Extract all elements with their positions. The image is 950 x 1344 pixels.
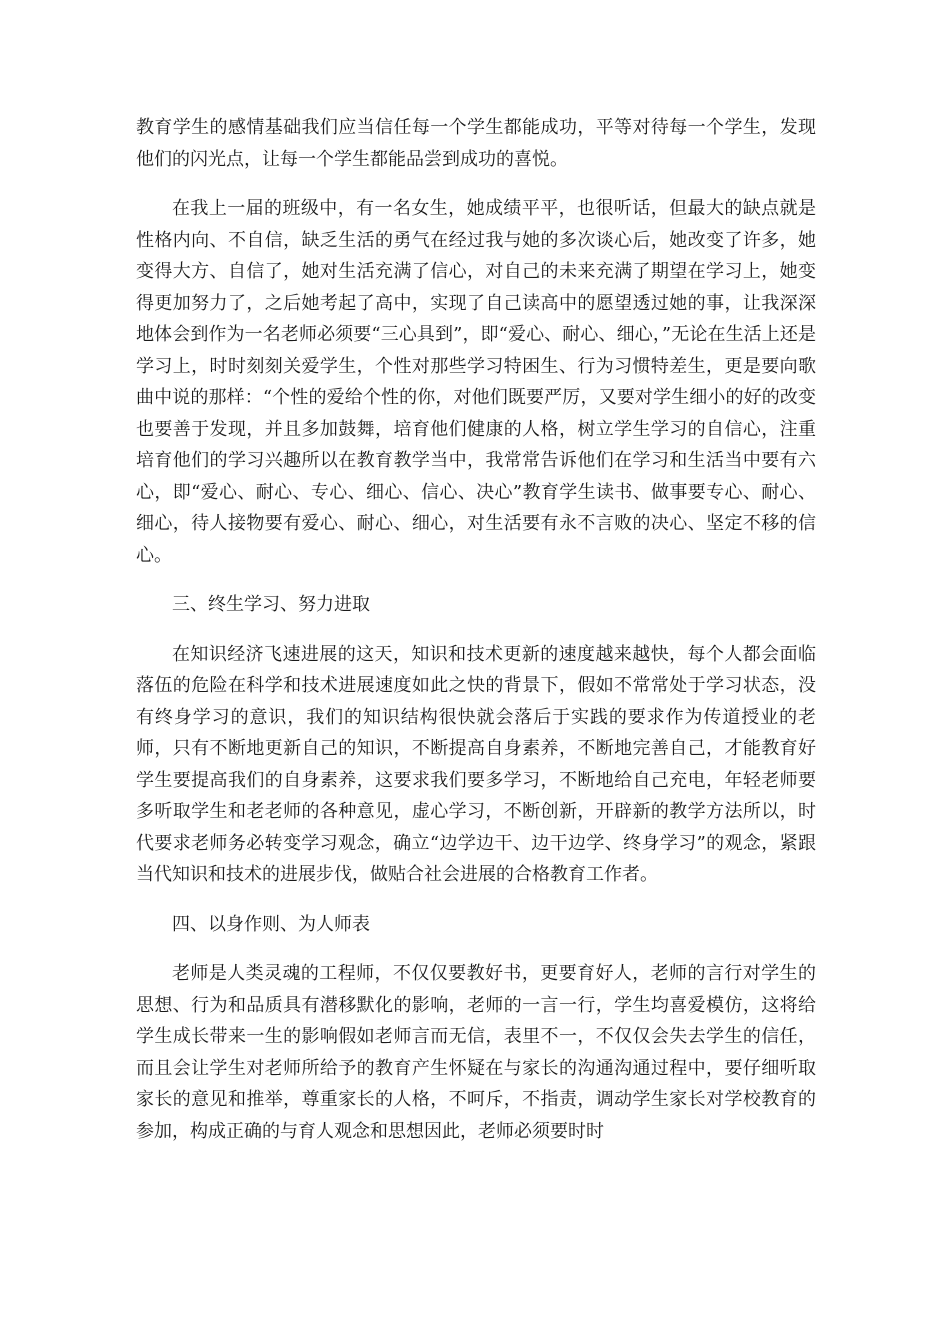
document-page [136,112,816,1165]
paragraph-lifelong-learning: 在知识经济飞速进展的这天，知识和技术更新的速度越来越快，每个人都会面临落伍的危险在科学和技术进展速度如此之快的背景下，假如不常常处于学习状态，没有终身学习的意识，我们的知识结构很快就会落后于实践的要求作为传道授业的老师，只有不断地更新自己的知识，不断提高自身素养，不断地完善自己，才能教育好学生要提高我们的自身素养，这要求我们要多学习，不断地给自己充电，年轻老师要多听取学生和老老师的各种意见，虚心学习，不断创新，开辟新的教学方法所以，时代要求老师务必转变学习观念，确立“边学边干、边干边学、终身学习”的观念，紧跟当代知识和技术的进展步伐，做贴合社会进展的合格教育工作者。 [136,643,816,885]
section-heading-role-model: 四、以身作则、为人师表 [172,913,370,935]
section-heading-lifelong-learning: 三、终生学习、努力进取 [172,594,370,615]
paragraph-intro: 教育学生的感情基础我们应当信任每一个学生都能成功，平等对待每一个学生，发现他们的闪光点，让每一个学生都能品尝到成功的喜悦。 [136,117,816,170]
paragraph-student-story: 在我上一届的班级中，有一名女生，她成绩平平，也很听话，但最大的缺点就是性格内向、不自信，缺乏生活的勇气在经过我与她的多次谈心后，她改变了许多，她变得大方、自信了，她对生活充满了信心，对自己的未来充满了期望在学习上，她变得更加努力了，之后她考起了高中，实现了自己读高中的愿望透过她的事，让我深深地体会到作为一名老师必须要“三心具到”，即“爱心、耐心、细心，”无论在生活上还是学习上，时时刻刻关爱学生，个性对那些学习特困生、行为习惯特差生，更是要向歌曲中说的那样：“个性的爱给个性的你，对他们既要严厉，又要对学生细小的好的改变也要善于发现，并且多加鼓舞，培育他们健康的人格，树立学生学习的自信心，注重培育他们的学习兴趣所以在教育教学当中，我常常告诉他们在学习和生活当中要有六心，即“爱心、耐心、专心、细心、信心、决心”教育学生读书、做事要专心、耐心、细心，待人接物要有爱心、耐心、细心，对生活要有永不言败的决心、坚定不移的信心。 [136,198,816,566]
paragraph-role-model: 老师是人类灵魂的工程师，不仅仅要教好书，更要育好人，老师的言行对学生的思想、行为和品质具有潜移默化的影响，老师的一言一行，学生均喜爱模仿，这将给学生成长带来一生的影响假如老师言而无信，表里不一，不仅仅会失去学生的信任，而且会让学生对老师所给予的教育产生怀疑在与家长的沟通沟通过程中，要仔细听取家长的意见和推举，尊重家长的人格，不呵斥，不指责，调动学生家长对学校教育的参加，构成正确的与育人观念和思想因此，老师必须要时时 [136,963,816,1142]
